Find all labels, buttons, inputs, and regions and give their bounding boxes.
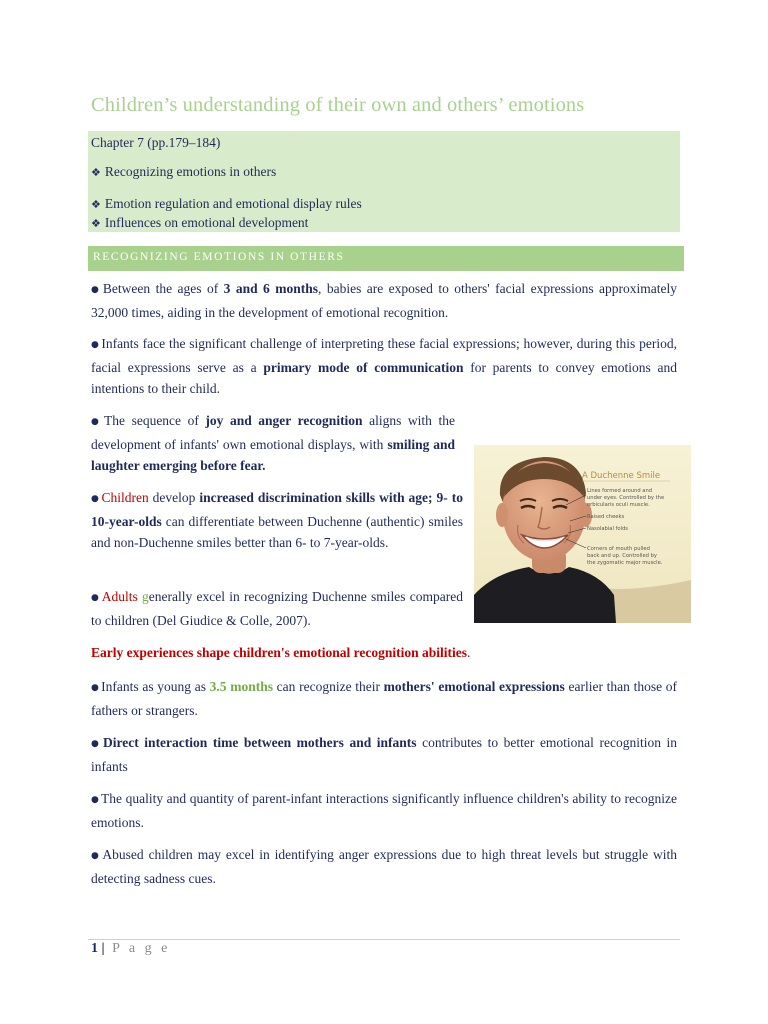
figure-label: Corners of mouth pulled [587,546,650,552]
page-label: P a g e [112,941,171,956]
figure-label: Lines formed around and [587,488,653,494]
section-heading-bar [88,246,684,271]
paragraph: ● Infants as young as 3.5 months can recognize their mothers' emotional expressions earlier than those of fathers or strangers. [91,679,677,718]
page-footer [91,941,170,957]
figure-label: the zygomatic major muscle. [587,560,663,566]
paragraph: ● Abused children may excel in identifying anger expressions due to high threat levels but struggle with detecting sadness cues. [91,847,677,886]
bullet-icon: ● [91,417,103,427]
diamond-bullet-icon: ❖ [91,198,101,211]
page-number: 1 [91,941,98,956]
paragraph: ● Between the ages of 3 and 6 months, babies are exposed to others' facial expressions approximately 32,000 times, aiding in the development of emotional recognition. [91,281,677,320]
bullet-icon: ● [91,593,100,603]
figure-title: A Duchenne Smile [582,471,661,481]
bullet-icon: ● [91,494,100,504]
footer-separator: | [101,941,105,956]
toc-item: ❖ Influences on emotional development [91,215,309,230]
duchenne-smile-figure [474,445,691,623]
paragraph: ● The sequence of joy and anger recognition aligns with the development of infants' own emotional displays, with smiling and laughter emerging before fear. [91,413,456,473]
bullet-icon: ● [91,285,101,295]
paragraph: Early experiences shape children's emotional recognition abilities. [91,645,471,660]
bullet-icon: ● [91,683,100,693]
toc-item: ❖ Emotion regulation and emotional display rules [91,196,362,211]
figure-label: Nasolabial folds [587,526,628,532]
paragraph: ● Adults generally excel in recognizing Duchenne smiles compared to children (Del Giudice & Colle, 2007). [91,589,463,628]
bullet-icon: ● [91,739,102,749]
figure-label: under eyes. Controlled by the [587,495,665,501]
bullet-icon: ● [91,340,100,350]
section-heading: RECOGNIZING EMOTIONS IN OTHERS [93,251,345,263]
paragraph: ● Direct interaction time between mothers and infants contributes to better emotional recognition in infants [91,735,678,774]
paragraph: ● Infants face the significant challenge of interpreting these facial expressions; however, during this period, facial expressions serve as a primary mode of communication for parents to convey emotions and intentions to their child. [91,336,678,396]
chapter-summary-box [88,131,680,232]
figure-label: orbicularis oculi muscle. [587,502,650,508]
bullet-icon: ● [91,851,101,861]
toc-item: ❖ Recognizing emotions in others [91,164,277,179]
chapter-reference: Chapter 7 (pp.179–184) [91,135,221,150]
duchenne-smile-illustration [474,445,691,623]
page-title: Children’s understanding of their own and others’ emotions [91,94,585,116]
paragraph: ● Children develop increased discrimination skills with age; 9- to 10-year-olds can differentiate between Duchenne (authentic) smiles and non-Duchenne smiles better than 6- to 7-year-olds. [91,490,463,550]
figure-label: back and up. Controlled by [587,553,657,559]
paragraph: ● The quality and quantity of parent-infant interactions significantly influence children's ability to recognize emotions. [91,791,677,830]
footer-divider [88,939,680,940]
bullet-icon: ● [91,795,100,805]
figure-label: Raised cheeks [587,514,625,520]
diamond-bullet-icon: ❖ [91,217,101,230]
diamond-bullet-icon: ❖ [91,166,101,179]
